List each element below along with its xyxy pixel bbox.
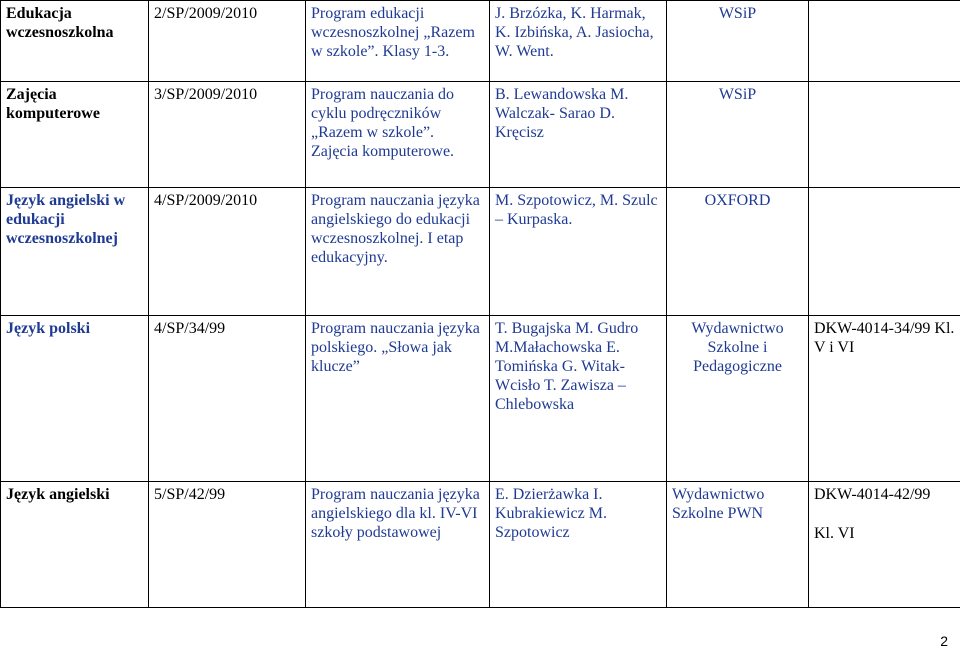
table-row <box>1 482 960 608</box>
approval-cell <box>809 482 960 608</box>
authors-cell: T. Bugajska M. Gudro M.Małachowska E. Tomińska G. Witak-Wcisło T. Zawisza – Chlebowska <box>490 316 667 482</box>
page-number: 2 <box>940 633 948 649</box>
program-title-cell: Program nauczania do cyklu podręczników „Razem w szkole”. Zajęcia komputerowe. <box>306 82 490 188</box>
table-row <box>1 1 960 82</box>
authors-cell: J. Brzózka, K. Harmak, K. Izbińska, A. Jasiocha, W. Went. <box>490 1 667 82</box>
table-row <box>1 316 960 482</box>
program-number-cell: 4/SP/2009/2010 <box>149 188 306 316</box>
program-number-cell: 3/SP/2009/2010 <box>149 82 306 188</box>
authors-cell: E. Dzierżawka I. Kubrakiewicz M. Szpotowicz <box>490 482 667 608</box>
subject-cell: Edukacja wczesnoszkolna <box>1 1 149 82</box>
program-number-cell: 4/SP/34/99 <box>149 316 306 482</box>
publisher-cell: Wydawnictwo Szkolne PWN <box>667 482 809 608</box>
subject-cell: Język angielski <box>1 482 149 608</box>
approval-cell <box>809 188 960 316</box>
program-title-cell: Program nauczania języka angielskiego do edukacji wczesnoszkolnej. I etap edukacyjny. <box>306 188 490 316</box>
publisher-cell: WSiP <box>667 1 809 82</box>
spacer <box>814 504 955 524</box>
table-row <box>1 188 960 316</box>
approval-classes: Kl. VI <box>814 525 855 542</box>
program-number-cell: 5/SP/42/99 <box>149 482 306 608</box>
subject-cell: Zajęcia komputerowe <box>1 82 149 188</box>
program-title-cell: Program nauczania języka polskiego. „Słowa jak klucze” <box>306 316 490 482</box>
subject-cell: Język polski <box>1 316 149 482</box>
program-title-cell: Program nauczania języka angielskiego dla kl. IV-VI szkoły podstawowej <box>306 482 490 608</box>
publisher-cell: OXFORD <box>667 188 809 316</box>
publisher-cell: WSiP <box>667 82 809 188</box>
subject-cell: Język angielski w edukacji wczesnoszkolnej <box>1 188 149 316</box>
program-title-cell: Program edukacji wczesnoszkolnej „Razem w szkole”. Klasy 1-3. <box>306 1 490 82</box>
authors-cell: B. Lewandowska M. Walczak- Sarao D. Kręcisz <box>490 82 667 188</box>
authors-cell: M. Szpotowicz, M. Szulc – Kurpaska. <box>490 188 667 316</box>
approval-cell <box>809 1 960 82</box>
approval-cell: DKW-4014-34/99 Kl. V i VI <box>809 316 960 482</box>
table-row <box>1 82 960 188</box>
approval-code: DKW-4014-42/99 <box>814 486 931 503</box>
program-number-cell: 2/SP/2009/2010 <box>149 1 306 82</box>
publisher-cell: Wydawnictwo Szkolne i Pedagogiczne <box>667 316 809 482</box>
approval-cell <box>809 82 960 188</box>
